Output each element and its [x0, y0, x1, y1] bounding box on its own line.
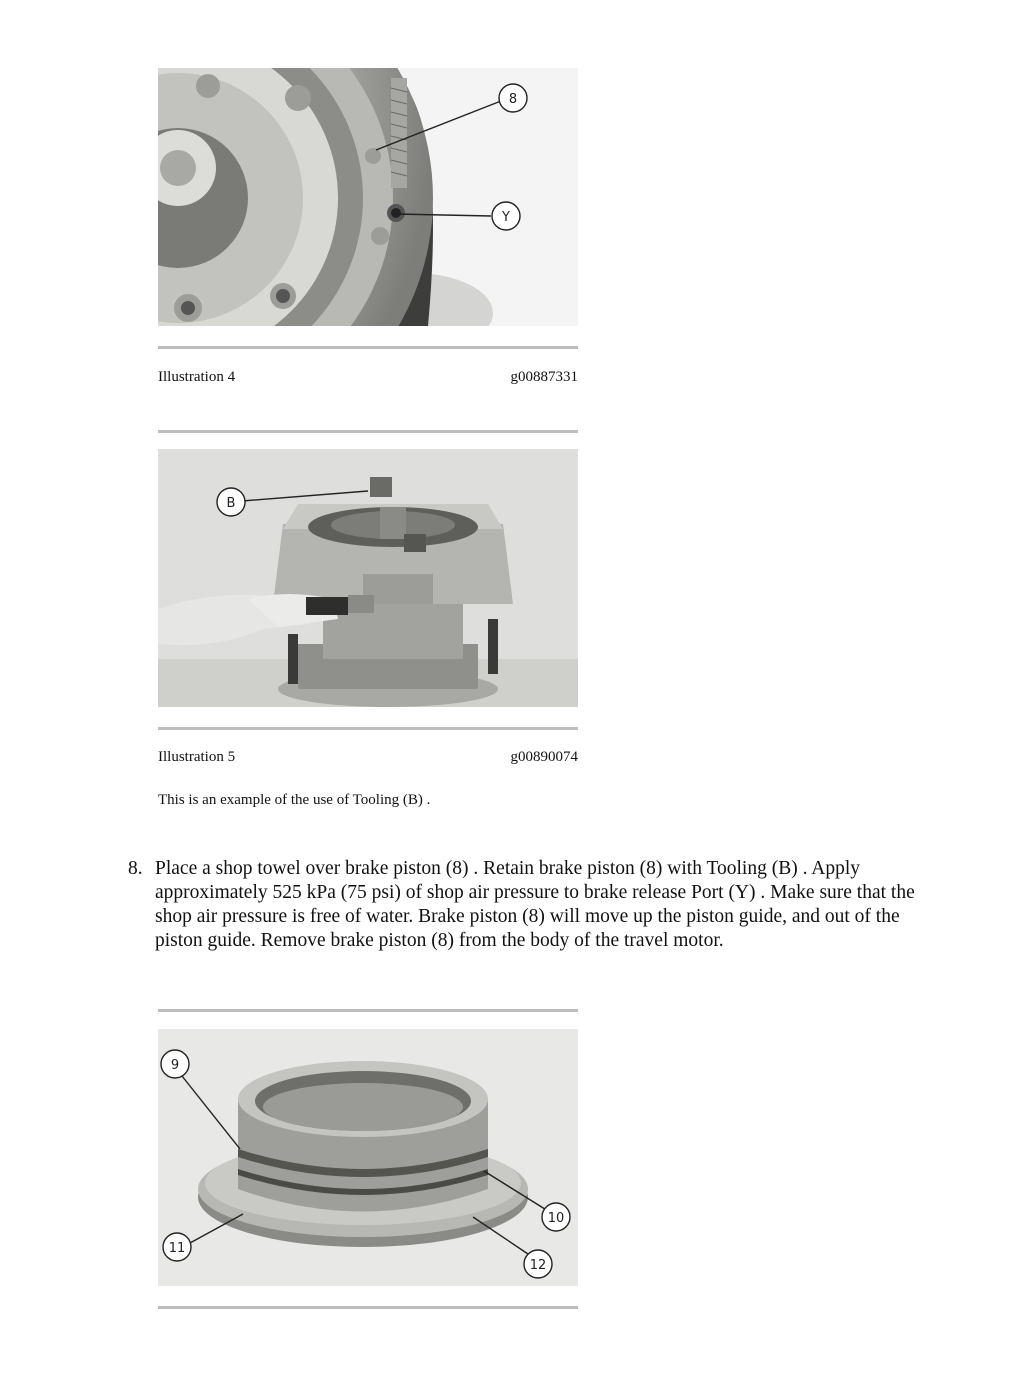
illustration-5-top-rule: [158, 430, 578, 433]
callout-9: [161, 1050, 189, 1078]
step-text: Place a shop towel over brake piston (8) . Retain brake piston (8) with Tooling (B) . Apply approximately 525 kPa (75 psi) of shop air pressure to brake release Port (Y) . Make sure that the shop air pressure is free of water. Brake piston (8) will move up the piston guide, and out of the piston guide. Remove brake piston (8) from the body of the travel motor.: [155, 858, 915, 951]
illustration-5-code: g00890074: [510, 749, 578, 765]
illustration-5-bottom-rule: [158, 727, 578, 730]
svg-text:9: 9: [170, 1058, 180, 1073]
illustration-5-note: This is an example of the use of Tooling (B) .: [158, 792, 431, 808]
procedure-step-8: [128, 857, 918, 953]
callout-b: [217, 488, 245, 516]
callout-11: [163, 1233, 191, 1261]
callout-10: [542, 1203, 570, 1231]
illustration-4-code: g00887331: [510, 369, 578, 385]
illustration-4-label: Illustration 4: [158, 369, 236, 385]
illustration-4-photo: [158, 68, 578, 326]
svg-text:11: 11: [168, 1241, 186, 1256]
illustration-5-caption: [158, 749, 578, 766]
svg-text:B: B: [226, 496, 236, 511]
illustration-6-bottom-rule: [158, 1306, 578, 1309]
illustration-5-photo: [158, 449, 578, 707]
callout-8: [499, 84, 527, 112]
callout-12: [524, 1250, 552, 1278]
svg-text:12: 12: [529, 1258, 547, 1273]
illustration-4-caption: [158, 369, 578, 386]
svg-text:8: 8: [508, 92, 518, 107]
svg-text:Y: Y: [502, 210, 510, 225]
illustration-4-top-rule: [158, 346, 578, 349]
illustration-6-photo: [158, 1029, 578, 1286]
illustration-6-top-rule: [158, 1009, 578, 1012]
illustration-5-label: Illustration 5: [158, 749, 236, 765]
svg-text:10: 10: [547, 1211, 565, 1226]
callout-y: [492, 202, 520, 230]
step-number: 8.: [128, 858, 143, 879]
